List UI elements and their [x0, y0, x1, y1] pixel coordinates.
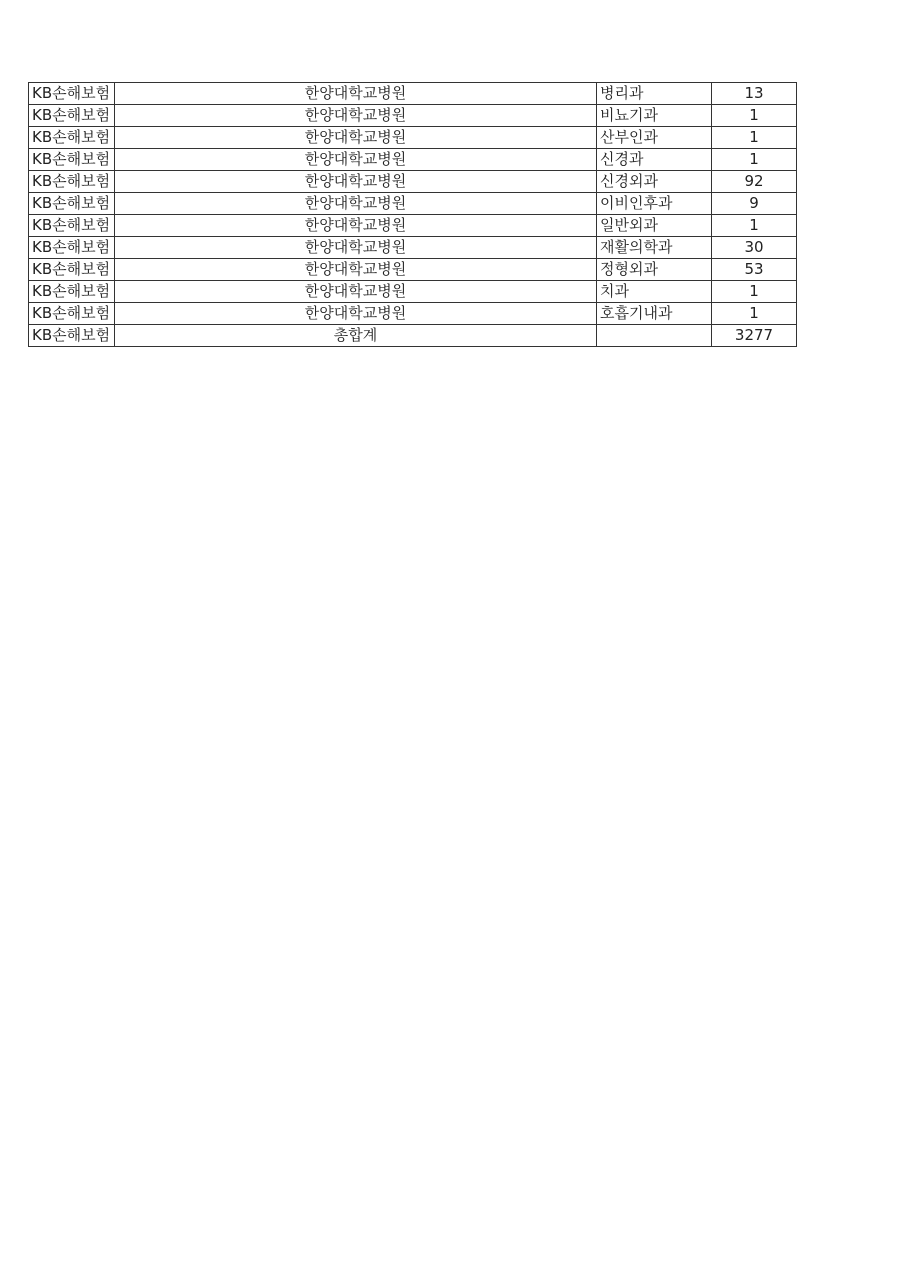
hospital-cell: 한양대학교병원 — [115, 237, 597, 259]
insurer-cell: KB손해보험 — [29, 105, 115, 127]
department-cell: 신경외과 — [597, 171, 712, 193]
insurer-cell: KB손해보험 — [29, 237, 115, 259]
count-cell: 1 — [712, 105, 797, 127]
table-row — [29, 149, 797, 171]
count-cell: 1 — [712, 215, 797, 237]
department-cell: 비뇨기과 — [597, 105, 712, 127]
count-cell: 30 — [712, 237, 797, 259]
spreadsheet-page — [28, 82, 797, 347]
table-row — [29, 193, 797, 215]
department-cell: 호흡기내과 — [597, 303, 712, 325]
department-cell: 치과 — [597, 281, 712, 303]
table-row — [29, 127, 797, 149]
department-cell: 산부인과 — [597, 127, 712, 149]
table-row — [29, 83, 797, 105]
department-cell — [597, 325, 712, 347]
department-cell: 병리과 — [597, 83, 712, 105]
insurer-cell: KB손해보험 — [29, 83, 115, 105]
count-cell: 13 — [712, 83, 797, 105]
count-cell: 1 — [712, 149, 797, 171]
count-cell: 9 — [712, 193, 797, 215]
hospital-cell: 한양대학교병원 — [115, 105, 597, 127]
table-row — [29, 171, 797, 193]
hospital-cell: 한양대학교병원 — [115, 215, 597, 237]
grand-total-count: 3277 — [712, 325, 797, 347]
hospital-cell: 한양대학교병원 — [115, 281, 597, 303]
count-cell: 1 — [712, 281, 797, 303]
insurer-cell: KB손해보험 — [29, 325, 115, 347]
table-row — [29, 105, 797, 127]
count-cell: 1 — [712, 127, 797, 149]
hospital-cell: 한양대학교병원 — [115, 193, 597, 215]
table-row — [29, 281, 797, 303]
insurer-cell: KB손해보험 — [29, 215, 115, 237]
hospital-cell: 한양대학교병원 — [115, 259, 597, 281]
department-cell: 이비인후과 — [597, 193, 712, 215]
department-cell: 일반외과 — [597, 215, 712, 237]
insurer-cell: KB손해보험 — [29, 149, 115, 171]
count-cell: 53 — [712, 259, 797, 281]
grand-total-label: 총합계 — [115, 325, 597, 347]
department-cell: 신경과 — [597, 149, 712, 171]
count-cell: 1 — [712, 303, 797, 325]
table-body — [29, 83, 797, 347]
department-cell: 재활의학과 — [597, 237, 712, 259]
insurer-cell: KB손해보험 — [29, 193, 115, 215]
insurer-cell: KB손해보험 — [29, 171, 115, 193]
hospital-cell: 한양대학교병원 — [115, 149, 597, 171]
hospital-cell: 한양대학교병원 — [115, 303, 597, 325]
table-row — [29, 259, 797, 281]
count-cell: 92 — [712, 171, 797, 193]
claims-table — [28, 82, 797, 347]
insurer-cell: KB손해보험 — [29, 303, 115, 325]
table-row — [29, 237, 797, 259]
department-cell: 정형외과 — [597, 259, 712, 281]
hospital-cell: 한양대학교병원 — [115, 83, 597, 105]
total-row — [29, 325, 797, 347]
table-row — [29, 215, 797, 237]
hospital-cell: 한양대학교병원 — [115, 127, 597, 149]
table-row — [29, 303, 797, 325]
insurer-cell: KB손해보험 — [29, 281, 115, 303]
hospital-cell: 한양대학교병원 — [115, 171, 597, 193]
insurer-cell: KB손해보험 — [29, 259, 115, 281]
insurer-cell: KB손해보험 — [29, 127, 115, 149]
